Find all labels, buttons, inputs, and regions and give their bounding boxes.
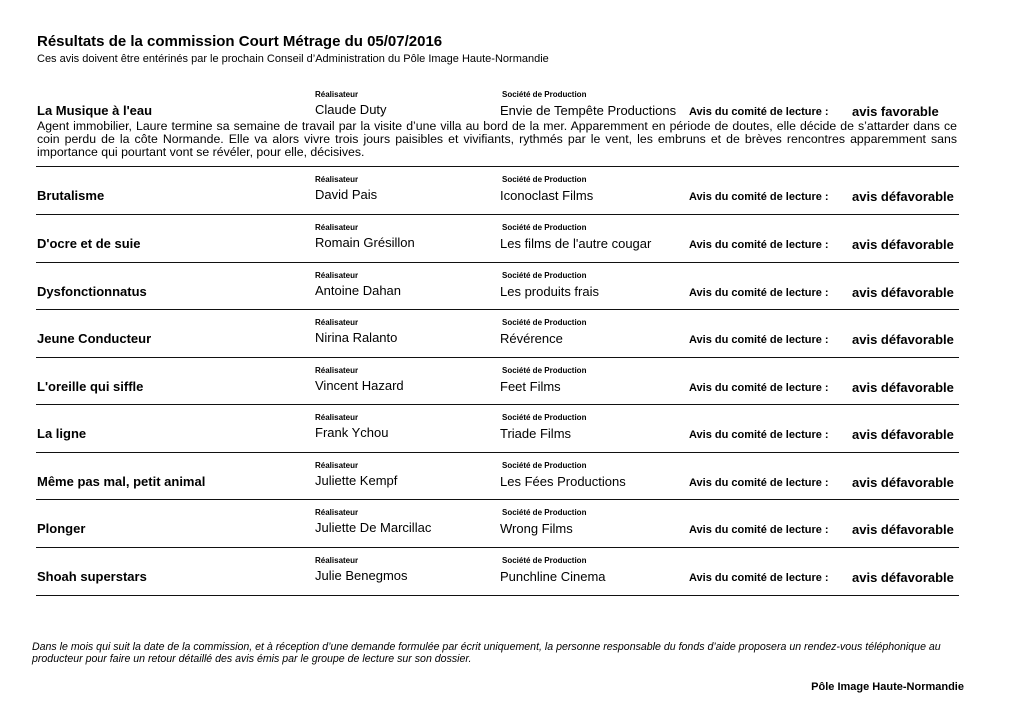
verdict-label: Avis du comité de lecture : xyxy=(689,106,829,118)
result-entry xyxy=(37,215,959,263)
separator-line xyxy=(36,595,959,596)
result-entry xyxy=(37,453,959,500)
result-entry xyxy=(37,405,959,453)
verdict-label: Avis du comité de lecture : xyxy=(689,524,829,536)
film-title: L'oreille qui siffle xyxy=(37,379,144,394)
result-entry xyxy=(37,358,959,405)
film-title: Même pas mal, petit animal xyxy=(37,474,206,489)
director-name: Julie Benegmos xyxy=(315,568,408,583)
verdict-label: Avis du comité de lecture : xyxy=(689,239,829,251)
verdict-label: Avis du comité de lecture : xyxy=(689,429,829,441)
verdict-label: Avis du comité de lecture : xyxy=(689,382,829,394)
production-company: Feet Films xyxy=(500,379,561,394)
company-label: Société de Production xyxy=(502,366,587,375)
document-subtitle: Ces avis doivent être entérinés par le prochain Conseil d’Administration du Pôle Image Haute-Normandie xyxy=(37,53,549,65)
verdict: avis défavorable xyxy=(852,380,954,395)
director-name: Romain Grésillon xyxy=(315,235,415,250)
result-entry xyxy=(37,167,959,215)
director-name: Antoine Dahan xyxy=(315,283,402,298)
verdict: avis défavorable xyxy=(852,427,954,442)
result-entry xyxy=(37,263,959,310)
verdict-label: Avis du comité de lecture : xyxy=(689,287,829,299)
document-title: Résultats de la commission Court Métrage du 05/07/2016 xyxy=(37,33,443,50)
production-company: Triade Films xyxy=(500,426,572,441)
director-name: Frank Ychou xyxy=(315,425,389,440)
result-entry xyxy=(37,548,959,596)
company-label: Société de Production xyxy=(502,271,587,280)
production-company: Iconoclast Films xyxy=(500,188,594,203)
verdict: avis défavorable xyxy=(852,522,954,537)
film-title: Shoah superstars xyxy=(37,569,147,584)
company-label: Société de Production xyxy=(502,413,587,422)
production-company: Envie de Tempête Productions xyxy=(500,103,677,118)
company-label: Société de Production xyxy=(502,90,587,99)
film-title: La ligne xyxy=(37,426,87,441)
verdict: avis défavorable xyxy=(852,570,954,585)
production-company: Les produits frais xyxy=(500,284,599,299)
film-title: Dysfonctionnatus xyxy=(37,284,147,299)
verdict: avis défavorable xyxy=(852,285,954,300)
director-name: Claude Duty xyxy=(315,102,387,117)
verdict: avis défavorable xyxy=(852,475,954,490)
director-name: Vincent Hazard xyxy=(315,378,404,393)
film-title: La Musique à l'eau xyxy=(37,103,153,118)
organization-signature: Pôle Image Haute-Normandie xyxy=(811,681,964,693)
director-label: Réalisateur xyxy=(315,271,359,280)
director-label: Réalisateur xyxy=(315,461,359,470)
company-label: Société de Production xyxy=(502,508,587,517)
director-label: Réalisateur xyxy=(315,318,359,327)
director-label: Réalisateur xyxy=(315,508,359,517)
production-company: Punchline Cinema xyxy=(500,569,606,584)
company-label: Société de Production xyxy=(502,223,587,232)
director-name: Juliette De Marcillac xyxy=(315,520,432,535)
director-label: Réalisateur xyxy=(315,366,359,375)
verdict: avis défavorable xyxy=(852,332,954,347)
director-label: Réalisateur xyxy=(315,556,359,565)
verdict: avis défavorable xyxy=(852,189,954,204)
production-company: Les films de l'autre cougar xyxy=(500,236,652,251)
film-title: Jeune Conducteur xyxy=(37,331,152,346)
result-entry xyxy=(37,82,959,167)
director-label: Réalisateur xyxy=(315,175,359,184)
company-label: Société de Production xyxy=(502,461,587,470)
director-name: Nirina Ralanto xyxy=(315,330,398,345)
verdict-label: Avis du comité de lecture : xyxy=(689,191,829,203)
film-title: Brutalisme xyxy=(37,188,105,203)
director-label: Réalisateur xyxy=(315,413,359,422)
verdict-label: Avis du comité de lecture : xyxy=(689,572,829,584)
production-company: Wrong Films xyxy=(500,521,573,536)
verdict-label: Avis du comité de lecture : xyxy=(689,477,829,489)
company-label: Société de Production xyxy=(502,318,587,327)
footnote: Dans le mois qui suit la date de la commission, et à réception d’une demande formulée par écrit uniquement, la personne responsable du fonds d’aide proposera un rendez-vous téléphonique au producteur pour faire un retour détaillé des avis émis par le groupe de lecture sur son dossier. xyxy=(32,641,941,665)
film-title: Plonger xyxy=(37,521,86,536)
director-label: Réalisateur xyxy=(315,223,359,232)
company-label: Société de Production xyxy=(502,175,587,184)
result-entry xyxy=(37,310,959,358)
film-title: D'ocre et de suie xyxy=(37,236,141,251)
film-synopsis: Agent immobilier, Laure termine sa semaine de travail par la visite d’une villa au bord de la mer. Apparemment en période de doutes, elle décide de s’attarder dans ce coin perdu de la côte Normande. Elle va alors vivre trois jours paisibles et vivifiants, rythmés par le vent, les embruns et de brèves rencontres apparemment sans importance qui pourtant vont se révéler, pour elle, décisives. xyxy=(37,119,957,159)
director-name: Juliette Kempf xyxy=(315,473,398,488)
verdict: avis favorable xyxy=(852,104,939,119)
verdict: avis défavorable xyxy=(852,237,954,252)
director-label: Réalisateur xyxy=(315,90,359,99)
director-name: David Pais xyxy=(315,187,378,202)
result-entry xyxy=(37,500,959,548)
production-company: Les Fées Productions xyxy=(500,474,626,489)
production-company: Révérence xyxy=(500,331,563,346)
company-label: Société de Production xyxy=(502,556,587,565)
verdict-label: Avis du comité de lecture : xyxy=(689,334,829,346)
